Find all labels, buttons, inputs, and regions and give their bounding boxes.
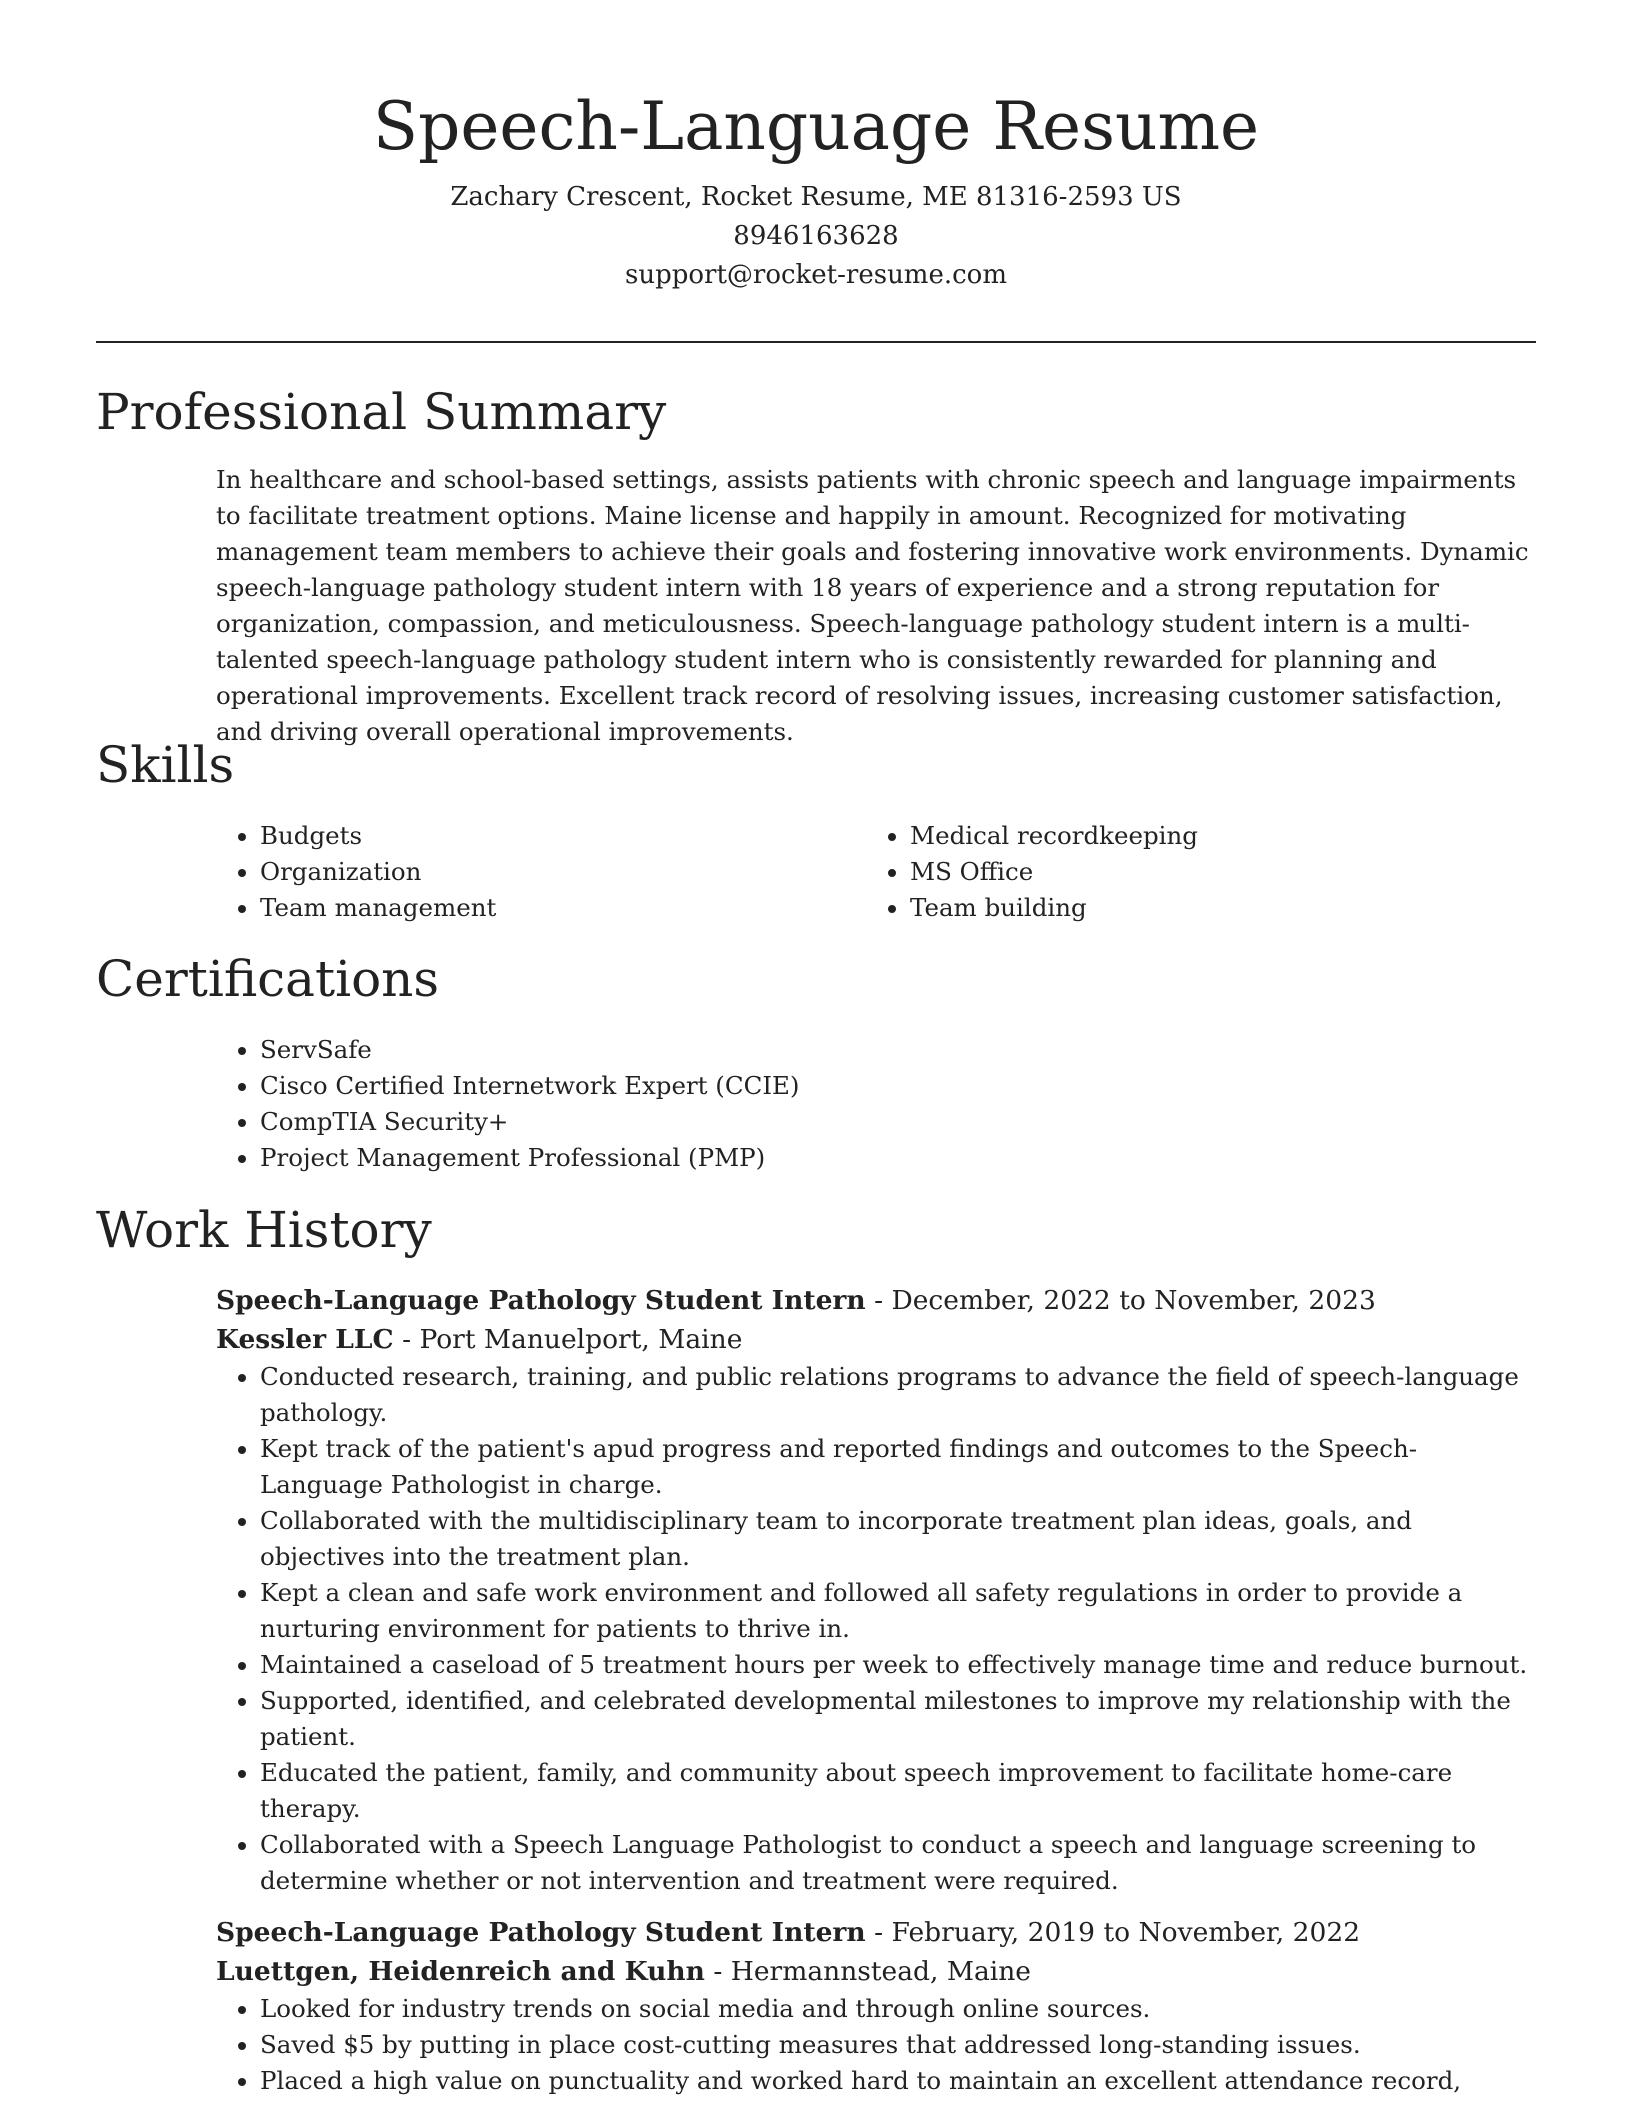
work-history-heading: Work History bbox=[96, 1201, 432, 1259]
job-bullets bbox=[216, 1359, 1536, 1899]
certification-item: • Cisco Certified Internetwork Expert (CCIE) bbox=[260, 1068, 1536, 1104]
job-bullet: • Collaborated with the multidisciplinary team to incorporate treatment plan ideas, goals, and objectives into the treatment plan. bbox=[260, 1503, 1536, 1575]
skill-item: • Medical recordkeeping bbox=[910, 818, 1466, 854]
resume-title: Speech-Language Resume bbox=[372, 88, 1260, 165]
header-divider bbox=[96, 341, 1536, 343]
job-bullet: • Supported, identified, and celebrated developmental milestones to improve my relationship with the patient. bbox=[260, 1683, 1536, 1755]
job-entry bbox=[216, 1913, 1536, 2099]
job-company: Kessler LLC bbox=[216, 1324, 394, 1355]
contact-block bbox=[0, 178, 1632, 295]
job-bullet: • Placed a high value on punctuality and worked hard to maintain an excellent attendance record, bbox=[260, 2063, 1536, 2099]
contact-email: support@rocket-resume.com bbox=[624, 260, 1007, 290]
certification-item: • CompTIA Security+ bbox=[260, 1104, 1536, 1140]
contact-phone: 8946163628 bbox=[733, 221, 899, 251]
job-title-line bbox=[216, 1913, 1536, 1952]
skills-list-right bbox=[866, 818, 1466, 926]
skill-item: • Team building bbox=[910, 890, 1466, 926]
job-title: Speech-Language Pathology Student Intern bbox=[216, 1917, 866, 1948]
skill-item: • Organization bbox=[260, 854, 816, 890]
skills-list-left bbox=[216, 818, 816, 926]
summary-heading: Professional Summary bbox=[96, 383, 667, 441]
job-company-line bbox=[216, 1952, 1536, 1991]
certification-item: • Project Management Professional (PMP) bbox=[260, 1140, 1536, 1176]
skill-item: • Team management bbox=[260, 890, 816, 926]
skill-item: • Budgets bbox=[260, 818, 816, 854]
job-bullet: • Maintained a caseload of 5 treatment hours per week to effectively manage time and reduce burnout. bbox=[260, 1647, 1536, 1683]
job-bullet: • Kept track of the patient's apud progress and reported findings and outcomes to the Speech-Language Pathologist in charge. bbox=[260, 1431, 1536, 1503]
job-separator: - bbox=[874, 1917, 892, 1948]
job-separator: - bbox=[874, 1285, 892, 1316]
job-dates: February, 2019 to November, 2022 bbox=[891, 1917, 1361, 1948]
skills-heading: Skills bbox=[96, 736, 235, 794]
job-title: Speech-Language Pathology Student Intern bbox=[216, 1285, 866, 1316]
job-bullet: • Kept a clean and safe work environment and followed all safety regulations in order to provide a nurturing environment for patients to thrive in. bbox=[260, 1575, 1536, 1647]
job-company-line bbox=[216, 1320, 1536, 1359]
summary-text: In healthcare and school-based settings, assists patients with chronic speech and language impairments to facilitate treatment options. Maine license and happily in amount. Recognized for motivating management team members to achieve their goals and fostering innovative work environments. Dynamic speech-language pathology student intern with 18 years of experience and a strong reputation for organization, compassion, and meticulousness. Speech-language pathology student intern is a multi-talented speech-language pathology student intern who is consistently rewarded for planning and operational improvements. Excellent track record of resolving issues, increasing customer satisfaction, and driving overall operational improvements. bbox=[216, 465, 1529, 746]
job-entry bbox=[216, 1281, 1536, 1899]
certification-item: • ServSafe bbox=[260, 1032, 1536, 1068]
certifications-list bbox=[216, 1032, 1536, 1176]
job-bullet: • Educated the patient, family, and community about speech improvement to facilitate home-care therapy. bbox=[260, 1755, 1536, 1827]
certifications-heading: Certifications bbox=[96, 950, 440, 1008]
job-bullet: • Looked for industry trends on social media and through online sources. bbox=[260, 1991, 1536, 2027]
contact-address: Zachary Crescent, Rocket Resume, ME 81316-2593 US bbox=[450, 182, 1182, 212]
job-title-line bbox=[216, 1281, 1536, 1320]
job-bullets bbox=[216, 1991, 1536, 2099]
job-dates: December, 2022 to November, 2023 bbox=[891, 1285, 1376, 1316]
job-location: Hermannstead, Maine bbox=[730, 1956, 1031, 1987]
job-location: Port Manuelport, Maine bbox=[419, 1324, 743, 1355]
job-bullet: • Saved $5 by putting in place cost-cutting measures that addressed long-standing issues. bbox=[260, 2027, 1536, 2063]
job-company: Luettgen, Heidenreich and Kuhn bbox=[216, 1956, 705, 1987]
resume-header bbox=[0, 0, 1632, 295]
job-separator: - bbox=[713, 1956, 731, 1987]
job-bullet: • Conducted research, training, and public relations programs to advance the field of speech-language pathology. bbox=[260, 1359, 1536, 1431]
job-bullet: • Collaborated with a Speech Language Pathologist to conduct a speech and language screening to determine whether or not intervention and treatment were required. bbox=[260, 1827, 1536, 1899]
job-separator: - bbox=[402, 1324, 420, 1355]
skill-item: • MS Office bbox=[910, 854, 1466, 890]
